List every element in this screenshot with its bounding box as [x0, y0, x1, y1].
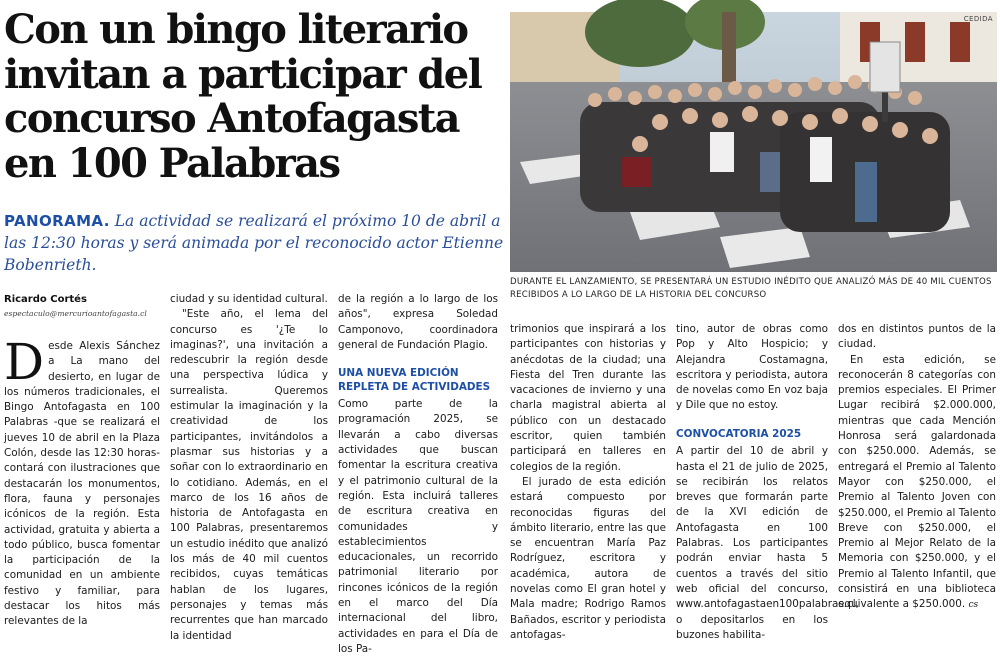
dek-text: La actividad se realizará el próximo 10 de abril a las 12:30 horas y será animada por el reconocido actor Etienne Bobenrieth.	[4, 212, 504, 274]
body-text: En esta edición, se reconocerán 8 categorías con premios especiales. El Primer Lugar recibirá $2.000.000, mientras que cada Mención Honrosa será galardonada con $250.000. Además, se entregará el Premio al Talento Mayor con $250.000, el Premio al Talento Joven con $250.000, el Premio al Talento Breve con $250.000, el Premio al Mejor Relato de la Memoria con $250.000, y el Premio al Talento Infantil, que consistirá en una biblioteca equivalente a $250.000.	[838, 353, 996, 611]
body-paragraph: "Este año, el lema del concurso es '¿Te lo imaginas?', una invitación a redescubrir la región desde una perspectiva lúdica y surrealista. Queremos estimular la imaginación y la creatividad de los participantes, invitándolos a plasmar sus historias y a soñar con lo extraordinario en lo cotidiano. Además, en el marco de los 16 años de historia de Antofagasta en 100 Palabras, presentaremos un estudio inédito que analizó los más de 40 mil cuentos recibidos, cuyas temáticas hablan de los lugares, personajes y temas más recurrentes que han marcado la identidad	[170, 308, 328, 642]
body-paragraph	[4, 333, 160, 630]
headline-line-4: en 100 Palabras	[4, 139, 340, 187]
section-subhead: UNA NUEVA EDICIÓN REPLETA DE ACTIVIDADES	[338, 367, 491, 393]
group-photo	[510, 12, 997, 272]
body-column-5	[676, 322, 859, 641]
headline-line-3: concurso Antofagasta	[4, 95, 459, 142]
body-column-6	[838, 322, 996, 611]
byline-email: espectaculo@mercurioantofagasta.cl	[4, 309, 147, 318]
headline-line-1: Con un bingo literario	[4, 6, 468, 53]
body-paragraph: trimonios que inspirará a los participantes con historias y anécdotas de la ciudad; una Fiesta del Tren durante las vacaciones de invierno y una charla magistral abierta al público con un destacado escritor, quien también participará en talleres en colegios de la región.	[510, 323, 666, 473]
body-paragraph: El jurado de esta edición estará compuesto por reconocidas figuras del ámbito literario, entre las que se encuentran María Paz Rodríguez, escritora y académica, autora de novelas como El gran hotel y Mala madre; Rodrigo Ramos Bañados, escritor y periodista antofagas-	[510, 475, 666, 641]
photo-caption: DURANTE EL LANZAMIENTO, SE PRESENTARÁ UN ESTUDIO INÉDITO QUE ANALIZÓ MÁS DE 40 MIL CUENTOS RECIBIDOS A LO LARGO DE LA HISTORIA DEL CONCURSO	[510, 277, 992, 300]
body-column-4	[510, 322, 666, 641]
dek-kicker: PANORAMA.	[4, 212, 110, 230]
group-photo-illustration	[510, 12, 997, 272]
dek	[4, 210, 504, 276]
end-mark: cs	[968, 600, 979, 611]
body-text: esde Alexis Sánchez a La mano del desierto, en lugar de los números tradicionales, el Bingo Antofagasta en 100 Palabras -que se realizará el jueves 10 de abril en la Plaza Colón, desde las 12:30 horas- contará con ilustraciones que destacarán los monumentos, flora, fauna y personajes icónicos de la región. Esta actividad, gratuita y abierta a todo público, busca fomentar la participación de la comunidad en un ambiente festivo y familiar, para destacar los hitos más relevantes de la	[4, 340, 160, 628]
body-column-1	[4, 333, 160, 628]
section-subhead: CONVOCATORIA 2025	[676, 427, 802, 440]
photo-credit: CEDIDA	[963, 15, 993, 23]
headline	[4, 8, 504, 186]
headline-line-2: invitan a participar del	[4, 50, 482, 98]
body-paragraph: tino, autor de obras como Pop y Alto Hospicio; y Alejandra Costamagna, escritora y periodista, autora de novelas como En voz baja y Dile que no estoy.	[676, 323, 828, 412]
drop-cap: D	[4, 333, 45, 391]
body-paragraph: ciudad y su identidad cultural.	[170, 293, 328, 305]
body-paragraph: Como parte de la programación 2025, se llevarán a cabo diversas actividades que buscan fomentar la escritura creativa y el patrimonio cultural de la región. Esta incluirá talleres de escritura creativa en comunidades y establecimientos educacionales, un recorrido patrimonial literario por rincones icónicos de la región en el marco del Día internacional del libro, actividades en para el Día de los Pa-	[338, 398, 498, 655]
body-column-2	[170, 292, 328, 642]
body-paragraph: de la región a lo largo de los años", expresa Soledad Camponovo, coordinadora general de Fundación Plagio.	[338, 293, 498, 351]
byline-author: Ricardo Cortés	[4, 294, 87, 305]
body-column-3	[338, 292, 498, 655]
body-paragraph	[838, 353, 996, 614]
body-paragraph: A partir del 10 de abril y hasta el 21 de julio de 2025, se recibirán los relatos breves que formarán parte de la XVI edición de Antofagasta en 100 Palabras. Los participantes podrán enviar hasta 5 cuentos a través del sitio web oficial del concurso, www.antofagastaen100palabras.cl, o depositarlos en los buzones habilita-	[676, 445, 859, 641]
body-paragraph: dos en distintos puntos de la ciudad.	[838, 323, 996, 351]
